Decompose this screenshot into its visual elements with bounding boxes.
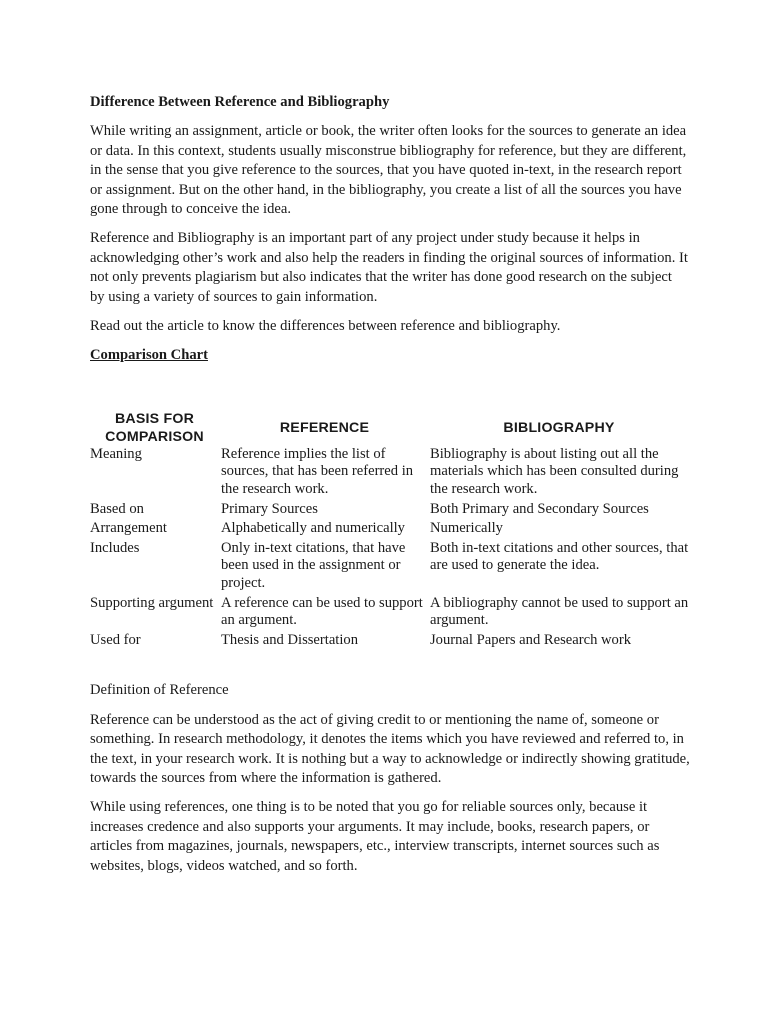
table-cell-basis: Based on	[90, 500, 144, 517]
table-row	[89, 501, 689, 521]
table-row	[89, 446, 689, 501]
document-title: Difference Between Reference and Bibliography	[90, 94, 390, 110]
document-page	[90, 93, 690, 886]
section-spacer	[90, 651, 690, 681]
table-header-row	[89, 410, 689, 446]
table-row	[89, 520, 689, 540]
intro-paragraph: Read out the article to know the differences between reference and bibliography.	[90, 318, 561, 335]
table-cell-basis: Meaning	[90, 445, 142, 462]
table-header-basis: BASIS FOR COMPARISON	[105, 410, 204, 445]
comparison-table	[89, 410, 689, 652]
table-row	[89, 595, 689, 632]
table-cell-basis: Supporting argument	[90, 594, 214, 611]
definition-heading: Definition of Reference	[90, 682, 229, 699]
table-header-bibliography: BIBLIOGRAPHY	[503, 419, 615, 436]
table-cell-basis: Includes	[90, 539, 140, 556]
table-cell-basis: Used for	[90, 631, 141, 648]
table-cell-bibliography: Both in-text citations and other sources, that are used to generate the idea.	[430, 539, 689, 574]
table-row	[89, 632, 689, 652]
table-header-reference: REFERENCE	[279, 419, 370, 436]
table-cell-reference: Thesis and Dissertation	[221, 631, 358, 648]
table-cell-bibliography: Both Primary and Secondary Sources	[430, 500, 649, 517]
table-cell-reference: Reference implies the list of sources, that has been referred in the research work.	[221, 445, 414, 498]
table-cell-reference: Alphabetically and numerically	[221, 520, 405, 537]
table-cell-reference: Only in-text citations, that have been used in the assignment or project.	[221, 539, 406, 592]
table-cell-reference: A reference can be used to support an argument.	[221, 594, 423, 629]
definition-paragraph: Reference can be understood as the act of giving credit to or mentioning the name of, someone or something. In research methodology, it denotes the items which you have reviewed and referred to, in the text, in your research work. It is nothing but a way to acknowledge or indirectly showing gratitude, towards the sources from where the information is gathered.	[90, 711, 690, 787]
table-cell-bibliography: Numerically	[430, 520, 503, 537]
intro-paragraph: While writing an assignment, article or book, the writer often looks for the sources to generate an idea or data. In this context, students usually misconstrue bibliography for reference, but they are different, in the sense that you give reference to the sources, that you have quoted in-text, in the research report or assignment. But on the other hand, in the bibliography, you create a list of all the sources you have gone through to conceive the idea.	[90, 123, 687, 218]
table-cell-bibliography: Journal Papers and Research work	[430, 631, 632, 648]
table-row	[89, 540, 689, 595]
table-cell-bibliography: A bibliography cannot be used to support an argument.	[430, 594, 689, 629]
definition-paragraph: While using references, one thing is to be noted that you go for reliable sources only, because it increases credence and also supports your arguments. It may include, books, research papers, or articles from magazines, journals, newspapers, etc., interview transcripts, internet sources such as websites, blogs, videos watched, and so forth.	[90, 799, 660, 874]
table-cell-reference: Primary Sources	[221, 500, 318, 517]
intro-paragraph: Reference and Bibliography is an important part of any project under study because it helps in acknowledging other’s work and also help the readers in finding the original sources of information. It not only prevents plagiarism but also indicates that the writer has done good research on the subject by using a variety of sources to gain information.	[90, 230, 688, 305]
comparison-chart-heading: Comparison Chart	[90, 347, 208, 364]
table-cell-basis: Arrangement	[90, 520, 167, 537]
table-cell-bibliography: Bibliography is about listing out all the materials which has been consulted during the research work.	[430, 445, 679, 498]
